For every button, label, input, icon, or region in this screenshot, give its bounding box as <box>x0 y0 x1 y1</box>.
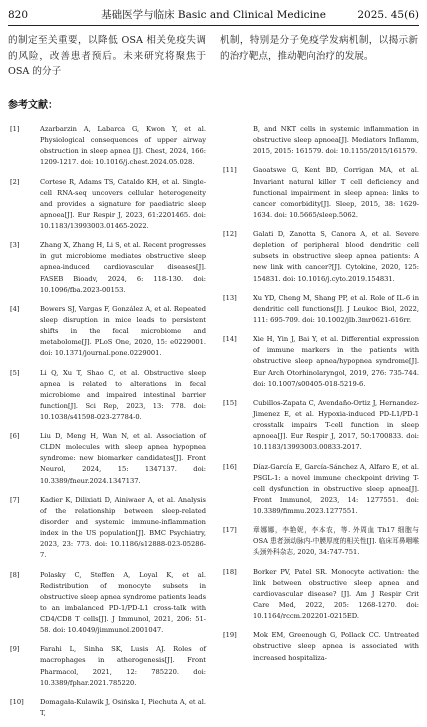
reference-item <box>221 293 419 326</box>
header-rule <box>8 25 419 26</box>
reference-number: [2] <box>10 177 20 186</box>
reference-item <box>221 124 419 157</box>
reference-text: Zhang X, Zhang H, Li S, et al. Recent progresses in gut microbiome mediates obstructive sleep apnea-induced cardiovascular diseases[J]. FASEB Bioadv, 2024, 6: 118-130. doi: 10.1096/fba.2023-00153. <box>40 241 206 294</box>
reference-number: [12] <box>223 230 237 239</box>
references-column-left <box>8 124 206 727</box>
running-header <box>8 8 419 22</box>
reference-number: [13] <box>223 293 237 302</box>
reference-item <box>8 124 206 168</box>
reference-text: 章娜娜，李艳妮，李本农，等. 外周血 Th17 细胞与 OSA 患者颈动脉内-中膜厚度的相关性[J]. 临床耳鼻咽喉头颈外科杂志, 2020, 34:747-751. <box>253 526 419 557</box>
reference-text: Borker PV, Patel SR. Monocyte activation: the link between obstructive sleep apnea and cardiovascular disease? [J]. Am J Respir Crit Care Med, 2022, 205: 1268-1270. doi: 10.1164/rccm.202201-0215ED. <box>253 567 419 621</box>
reference-item <box>221 334 419 389</box>
reference-number: [15] <box>223 398 237 407</box>
reference-number: [19] <box>223 631 237 640</box>
body-text-right: 机制，特别是分子免疫学发病机制，以揭示新的治疗靶点，推动靶向治疗的发展。 <box>220 35 418 62</box>
reference-number: [10] <box>10 697 24 706</box>
reference-number: [11] <box>223 166 237 175</box>
reference-number: [5] <box>10 368 20 377</box>
reference-text: Polasky C, Steffen A, Loyal K, et al. Redistribution of monocyte subsets in obstructive sleep apnea syndrome patients leads to an imbalanced PD-1/PD-L1 cross-talk with CD4/CD8 T cells[J]. J Immunol, 2021, 206: 51-58. doi: 10.4049/jimmunol.2001047. <box>40 570 206 635</box>
reference-item <box>8 431 206 486</box>
page-number: 820 <box>8 9 29 21</box>
reference-text: Xu YD, Cheng M, Shang PP, et al. Role of IL-6 in dendritic cell functions[J]. J Leukoc Biol, 2022, 111: 695-709. doi: 10.1002/jlb.3mr0621-616rr. <box>253 293 419 324</box>
reference-number: [1] <box>10 125 20 133</box>
reference-text: B, and NKT cells in systemic inflammation in obstructive sleep apnoea[J]. Mediators Inflamm, 2015, 2015: 161579. doi: 10.1155/2015/161579. <box>253 125 419 156</box>
reference-number: [7] <box>10 495 20 504</box>
reference-text: Li Q, Xu T, Shao C, et al. Obstructive sleep apnea is related to alterations in fecal microbiome and impaired intestinal barrier function[J]. Sci Rep, 2023, 13: 778. doi: 10.1038/s41598-023-27784-0. <box>40 368 206 421</box>
reference-text: Bowers SJ, Vargas F, González A, et al. Repeated sleep disruption in mice leads to persistent shifts in the fecal microbiome and metabolome[J]. PLoS One, 2020, 15: e0229001. doi: 10.1371/journal.pone.0229001. <box>40 304 206 358</box>
reference-text: Mok EM, Greenough G, Pollack CC. Untreated obstructive sleep apnea is associated with increased hospitaliza- <box>253 631 419 662</box>
issue-info: 2025. 45(6) <box>357 9 419 21</box>
reference-item <box>8 304 206 359</box>
reference-item <box>221 567 419 622</box>
reference-item <box>221 165 419 220</box>
reference-number: [17] <box>223 526 237 535</box>
reference-text: Cubillos-Zapata C, Avendaño-Ortiz J, Hernandez-Jimenez E, et al. Hypoxia-induced PD-L1/PD-1 crosstalk impairs T-cell function in sleep apnoea[J]. Eur Respir J, 2017, 50:1700833. doi: 10.1183/13993003.00833-2017. <box>253 398 419 452</box>
reference-text: Xie H, Yin J, Bai Y, et al. Differential expression of immune markers in the patients with obstructive sleep apnea/hypopnea syndrome[J]. Eur Arch Otorhinolaryngol, 2019, 276: 735-744. doi: 10.1007/s00405-018-5219-6. <box>253 335 419 388</box>
reference-item <box>8 368 206 423</box>
references-heading: 参考文献： <box>8 100 58 111</box>
reference-text: Domagała-Kulawik J, Osińska I, Piechuta A, et al. T, <box>40 697 206 717</box>
journal-name: 基础医学与临床 Basic and Clinical Medicine <box>101 9 326 21</box>
reference-number: [18] <box>223 567 237 576</box>
reference-text: Kadier K, Dilixiati D, Ainiwaer A, et al. Analysis of the relationship between sleep-related disorder and systemic immune-inflammation index in the US population[J]. BMC Psychiatry, 2023, 23: 773. doi: 10.1186/s12888-023-05286-7. <box>40 495 206 560</box>
reference-number: [3] <box>10 241 20 250</box>
reference-text: Liu D, Meng H, Wan N, et al. Association of CLDN molecules with sleep apnea hypopnea syndrome: new biomarker candidates[J]. Front Neurol, 2024, 15: 1347137. doi: 10.3389/fneur.2024.1347137. <box>40 432 206 485</box>
reference-item <box>8 697 206 719</box>
reference-item <box>8 495 206 562</box>
reference-text: Galati D, Zanotta S, Canora A, et al. Severe depletion of peripheral blood dendritic cell subsets in obstructive sleep apnea patients: A new link with cancer?[J]. Cytokine, 2020, 125: 154831. doi: 10.1016/j.cyto.2019.154831. <box>253 230 419 283</box>
reference-text: Díaz-García E, García-Sánchez A, Alfaro E, et al. PSGL-1: a novel immune checkpoint driving T-cell dysfunction in obstructive sleep apnea[J]. Front Immunol, 2023, 14: 1277551. doi: 10.3389/fimmu.2023.1277551. <box>253 462 419 515</box>
reference-item <box>8 644 206 688</box>
reference-text: Cortese R, Adams TS, Cataldo KH, et al. Single-cell RNA-seq uncovers cellular heterogeneity and provides a signature for paediatric sleep apnoea[J]. Eur Respir J, 2023, 61:2201465. doi: 10.1183/13993003.01465-2022. <box>40 177 206 230</box>
reference-item <box>221 462 419 517</box>
reference-number: [4] <box>10 304 20 313</box>
reference-item <box>8 177 206 232</box>
reference-item <box>221 630 419 663</box>
reference-text: Farahi L, Sinha SK, Lusis AJ. Roles of macrophages in atherogenesis[J]. Front Pharmacol, 2021, 12: 785220. doi: 10.3389/fphar.2021.785220. <box>40 645 206 687</box>
reference-text: Gaoatswe G, Kent BD, Corrigan MA, et al. Invariant natural killer T cell deficiency and functional impairment in sleep apnea: links to cancer comorbidity[J]. Sleep, 2015, 38: 1629-1634. doi: 10.5665/sleep.5062. <box>253 166 419 219</box>
reference-item <box>221 229 419 284</box>
reference-item <box>8 240 206 295</box>
reference-text: Azarbarzin A, Labarca G, Kwon Y, et al. Physiological consequences of upper airway obstruction in sleep apnea [J]. Chest, 2024, 166: 1209-1217. doi: 10.1016/j.chest.2024.05.028. <box>40 125 206 167</box>
body-text-left: 的制定至关重要，以降低 OSA 相关免疫失调的风险，改善患者预后。未来研究将聚焦于 OSA 的分子 <box>8 35 206 77</box>
reference-item <box>221 525 419 558</box>
reference-number: [8] <box>10 570 20 579</box>
reference-number: [14] <box>223 335 237 344</box>
reference-number: [9] <box>10 645 20 654</box>
reference-item <box>8 570 206 637</box>
references-column-right <box>221 124 419 672</box>
reference-number: [16] <box>223 462 237 471</box>
reference-item <box>221 398 419 453</box>
reference-number: [6] <box>10 432 20 441</box>
